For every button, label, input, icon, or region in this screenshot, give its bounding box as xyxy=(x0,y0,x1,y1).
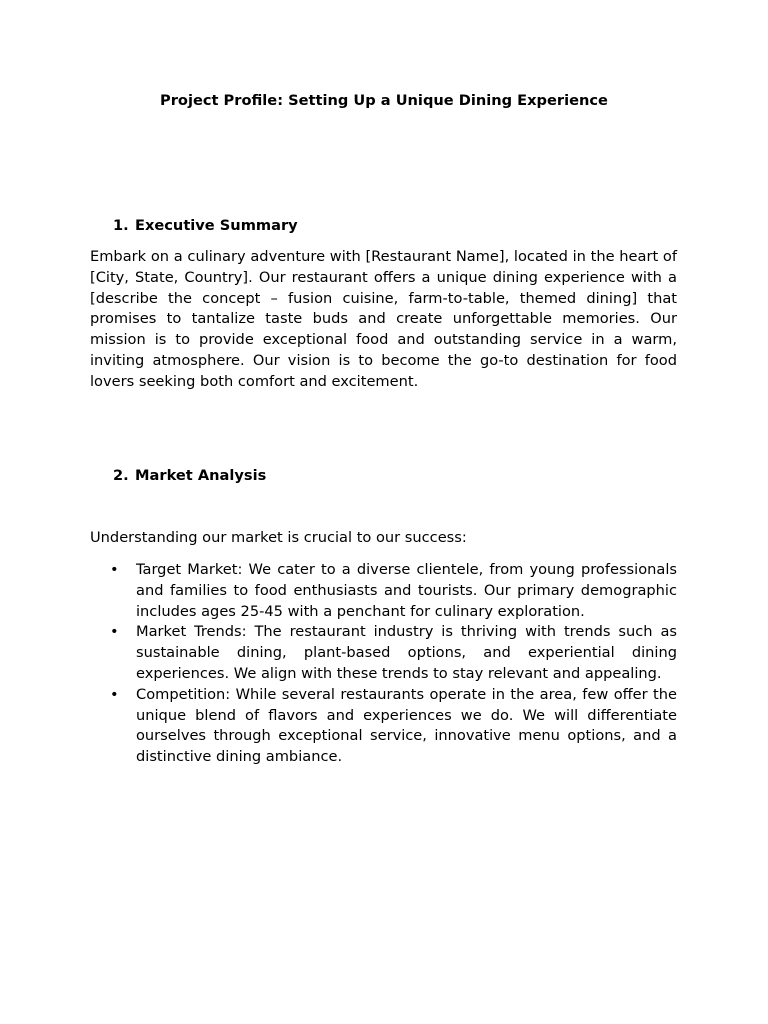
section-heading-executive-summary xyxy=(113,216,298,236)
executive-summary-paragraph: Embark on a culinary adventure with [Restaurant Name], located in the heart of [City, State, Country]. Our restaurant offers a unique dining experience with a [describe the concept – fusion cuisine, farm-to-table, themed dining] that promises to tantalize taste buds and create unforgettable memories. Our mission is to provide exceptional food and outstanding service in a warm, inviting atmosphere. Our vision is to become the go-to destination for food lovers seeking both comfort and excitement. xyxy=(90,248,677,390)
list-item xyxy=(90,622,677,684)
market-analysis-bullets xyxy=(90,560,677,768)
section-title: Market Analysis xyxy=(135,467,267,484)
list-item xyxy=(90,685,677,768)
bullet-icon: • xyxy=(110,685,119,703)
document-title: Project Profile: Setting Up a Unique Dining Experience xyxy=(160,92,608,109)
bullet-text: Target Market: We cater to a diverse clientele, from young professionals and families to food enthusiasts and tourists. Our primary demographic includes ages 25-45 with a penchant for culinary exploration. xyxy=(136,561,677,620)
market-analysis-intro: Understanding our market is crucial to our success: xyxy=(90,529,467,546)
section-number: 2. xyxy=(113,467,129,484)
section-title: Executive Summary xyxy=(135,217,298,234)
section-number: 1. xyxy=(113,217,129,234)
section-heading-market-analysis xyxy=(113,466,266,486)
list-item xyxy=(90,560,677,622)
bullet-text: Market Trends: The restaurant industry is thriving with trends such as sustainable dining, plant-based options, and experiential dining experiences. We align with these trends to stay relevant and appealing. xyxy=(136,623,677,682)
bullet-icon: • xyxy=(110,561,119,578)
bullet-icon: • xyxy=(110,623,119,641)
bullet-text: Competition: While several restaurants operate in the area, few offer the unique blend of flavors and experiences we do. We will differentiate ourselves through exceptional service, innovative menu options, and a distinctive dining ambiance. xyxy=(136,685,677,766)
